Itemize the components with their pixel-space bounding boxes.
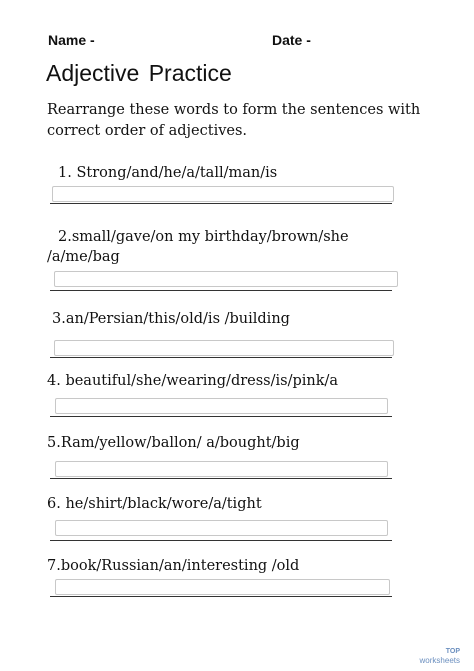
question-3-text: 3.an/Persian/this/old/is /building [52, 311, 290, 327]
answer-line-3 [50, 357, 392, 358]
answer-line-1 [50, 203, 392, 204]
name-label: Name - [48, 32, 95, 48]
question-2-text-line2: /a/me/bag [47, 249, 120, 265]
answer-field-1[interactable] [52, 186, 394, 202]
answer-field-7[interactable] [55, 579, 390, 595]
logo-name-text: worksheets [419, 656, 460, 665]
question-6-text: 6. he/shirt/black/wore/a/tight [47, 496, 262, 512]
answer-line-4 [50, 416, 392, 417]
answer-line-2 [50, 290, 392, 291]
date-label: Date - [272, 32, 311, 48]
question-2-text-line1: 2.small/gave/on my birthday/brown/she [58, 229, 349, 245]
question-1-text: 1. Strong/and/he/a/tall/man/is [58, 165, 278, 181]
answer-field-3[interactable] [54, 340, 394, 356]
instructions: Rearrange these words to form the sentences with correct order of adjectives. [47, 102, 421, 139]
question-4-text: 4. beautiful/she/wearing/dress/is/pink/a [47, 373, 339, 389]
worksheet-title: Adjective Practice [46, 60, 232, 86]
question-7-text: 7.book/Russian/an/interesting /old [47, 558, 300, 574]
answer-field-2[interactable] [54, 271, 398, 287]
answer-line-5 [50, 478, 392, 479]
answer-line-6 [50, 540, 392, 541]
answer-field-4[interactable] [55, 398, 388, 414]
topworksheets-logo [420, 647, 460, 665]
answer-line-7 [50, 596, 392, 597]
answer-field-5[interactable] [55, 461, 388, 477]
answer-field-6[interactable] [55, 520, 388, 536]
question-5-text: 5.Ram/yellow/ballon/ a/bought/big [47, 435, 300, 451]
logo-top-text: TOP [445, 648, 460, 655]
